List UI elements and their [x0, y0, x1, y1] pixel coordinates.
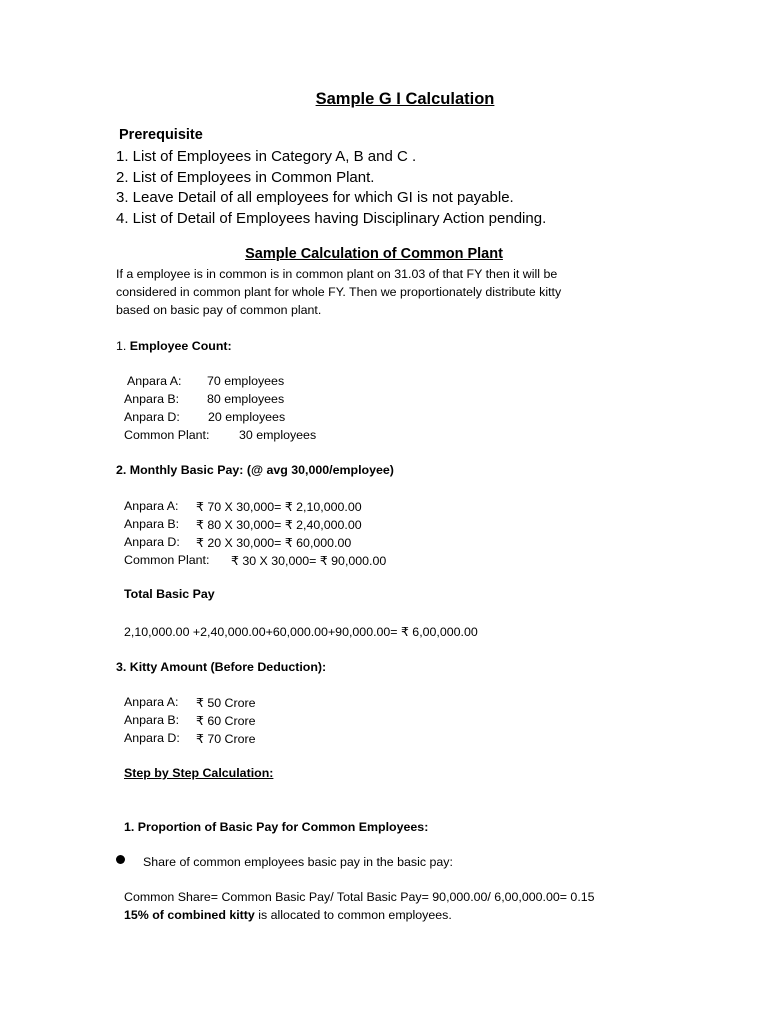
kitty-value: ₹ 60 Crore — [196, 714, 256, 728]
basic-label: Anpara B: — [124, 517, 180, 531]
allocation-line — [124, 908, 452, 922]
steps-heading: Step by Step Calculation: — [124, 766, 274, 780]
step1-heading: 1. Proportion of Basic Pay for Common Employees: — [124, 820, 429, 834]
bullet-icon — [116, 855, 125, 864]
kitty-label: Anpara B: — [124, 713, 180, 727]
prerequisite-item: 1. List of Employees in Category A, B and C . — [116, 148, 417, 165]
kitty-value: ₹ 70 Crore — [196, 732, 256, 746]
basic-label: Anpara D: — [124, 535, 180, 549]
common-share-line: Common Share= Common Basic Pay/ Total Basic Pay= 90,000.00/ 6,00,000.00= 0.15 — [124, 890, 595, 904]
basic-value: ₹ 30 X 30,000= ₹ 90,000.00 — [231, 554, 387, 568]
count-label: Anpara D: — [124, 410, 180, 424]
allocation-rest: is allocated to common employees. — [254, 908, 452, 922]
page-title: Sample G I Calculation — [315, 90, 495, 108]
prerequisite-heading: Prerequisite — [119, 127, 203, 143]
prerequisite-item: 2. List of Employees in Common Plant. — [116, 169, 375, 186]
prerequisite-item: 4. List of Detail of Employees having Disciplinary Action pending. — [116, 210, 547, 227]
bullet-text: Share of common employees basic pay in the basic pay: — [143, 855, 453, 869]
employee-count-heading — [116, 337, 232, 356]
allocation-bold: 15% of combined kitty — [124, 908, 255, 922]
kitty-label: Anpara A: — [124, 695, 179, 709]
count-value: 20 employees — [208, 410, 286, 424]
total-basic-heading: Total Basic Pay — [124, 587, 215, 601]
basic-value: ₹ 70 X 30,000= ₹ 2,10,000.00 — [196, 500, 362, 514]
intro-line: considered in common plant for whole FY. Then we proportionately distribute kitty — [116, 285, 562, 299]
count-value: 80 employees — [207, 392, 285, 406]
count-label: Anpara A: — [127, 374, 182, 388]
basic-value: ₹ 20 X 30,000= ₹ 60,000.00 — [196, 536, 352, 550]
basic-value: ₹ 80 X 30,000= ₹ 2,40,000.00 — [196, 518, 362, 532]
kitty-heading: 3. Kitty Amount (Before Deduction): — [116, 660, 327, 674]
count-value: 70 employees — [207, 374, 285, 388]
kitty-value: ₹ 50 Crore — [196, 696, 256, 710]
section-title: Employee Count: — [129, 339, 232, 353]
intro-line: based on basic pay of common plant. — [116, 303, 322, 317]
count-value: 30 employees — [239, 428, 317, 442]
count-label: Common Plant: — [124, 428, 210, 442]
prerequisite-item: 3. Leave Detail of all employees for which GI is not payable. — [116, 189, 514, 206]
basic-label: Anpara A: — [124, 499, 179, 513]
kitty-label: Anpara D: — [124, 731, 180, 745]
section-number: 1. — [116, 339, 130, 353]
total-basic-line: 2,10,000.00 +2,40,000.00+60,000.00+90,000.00= ₹ 6,00,000.00 — [124, 625, 478, 639]
count-label: Anpara B: — [124, 392, 180, 406]
intro-line: If a employee is in common is in common plant on 31.03 of that FY then it will be — [116, 267, 558, 281]
monthly-basic-heading: 2. Monthly Basic Pay: (@ avg 30,000/employee) — [116, 463, 394, 477]
basic-label: Common Plant: — [124, 553, 210, 567]
common-plant-heading: Sample Calculation of Common Plant — [245, 246, 503, 262]
